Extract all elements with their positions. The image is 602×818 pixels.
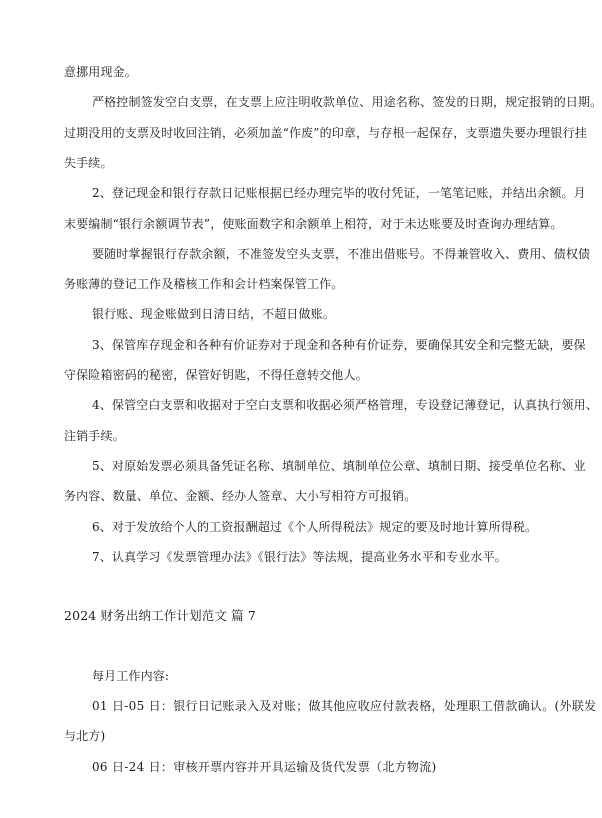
text-line: 2、登记现金和银行存款日记账根据已经办理完毕的收付凭证，一笔笔记账，并结出余额。月 xyxy=(92,186,586,200)
text-line: 01 日-05 日：银行日记账录入及对账；做其他应收应付款表格，处理职工借款确认。(外联发 xyxy=(92,699,597,713)
text-line: 6、对于发放给个人的工资报酬超过《个人所得税法》规定的要及时地计算所得税。 xyxy=(92,520,538,534)
text-line: 06 日-24 日：审核开票内容并开具运输及货代发票（北方物流) xyxy=(92,760,437,774)
text-line: 失手续。 xyxy=(64,156,113,170)
text-line: 4、保管空白支票和收据对于空白支票和收据必须严格管理，专设登记薄登记，认真执行领用、 xyxy=(92,398,598,412)
text-line: 务内容、数量、单位、金额、经办人签章、大小写相符方可报销。 xyxy=(64,489,417,503)
section-heading: 2024 财务出纳工作计划范文 篇 7 xyxy=(64,608,257,623)
text-line: 3、保管库存现金和各种有价证券对于现金和各种有价证券，要确保其安全和完整无缺，要保 xyxy=(92,338,586,352)
text-line: 5、对原始发票必须具备凭证名称、填制单位、填制单位公章、填制日期、接受单位名称、业 xyxy=(92,459,586,473)
text-line: 每月工作内容: xyxy=(92,669,170,683)
text-line: 过期没用的支票及时收回注销，必须加盖“作废”的印章，与存根一起保存，支票遗失要办理银行挂 xyxy=(64,126,587,140)
text-line: 末要编制“银行余额调节表”，使账面数字和余额单上相符，对于未达账要及时查询办理结算。 xyxy=(64,217,563,231)
text-line: 严格控制签发空白支票，在支票上应注明收款单位、用途名称、签发的日期，规定报销的日期。 xyxy=(92,95,602,109)
text-line: 银行账、现金账做到日清日结，不超日做账。 xyxy=(92,307,336,321)
text-line: 意挪用现金。 xyxy=(64,65,137,79)
text-line: 守保险箱密码的秘密，保管好钥匙，不得任意转交他人。 xyxy=(64,368,368,382)
text-line: 务账薄的登记工作及稽核工作和会计档案保管工作。 xyxy=(64,277,344,291)
text-line: 与北方) xyxy=(64,729,106,743)
text-line: 要随时掌握银行存款余额，不准签发空头支票，不准出借账号。不得兼管收入、费用、债权债 xyxy=(92,247,591,261)
text-line: 7、认真学习《发票管理办法》《银行法》等法规，提高业务水平和专业水平。 xyxy=(92,550,507,564)
text-line: 注销手续。 xyxy=(64,429,125,443)
